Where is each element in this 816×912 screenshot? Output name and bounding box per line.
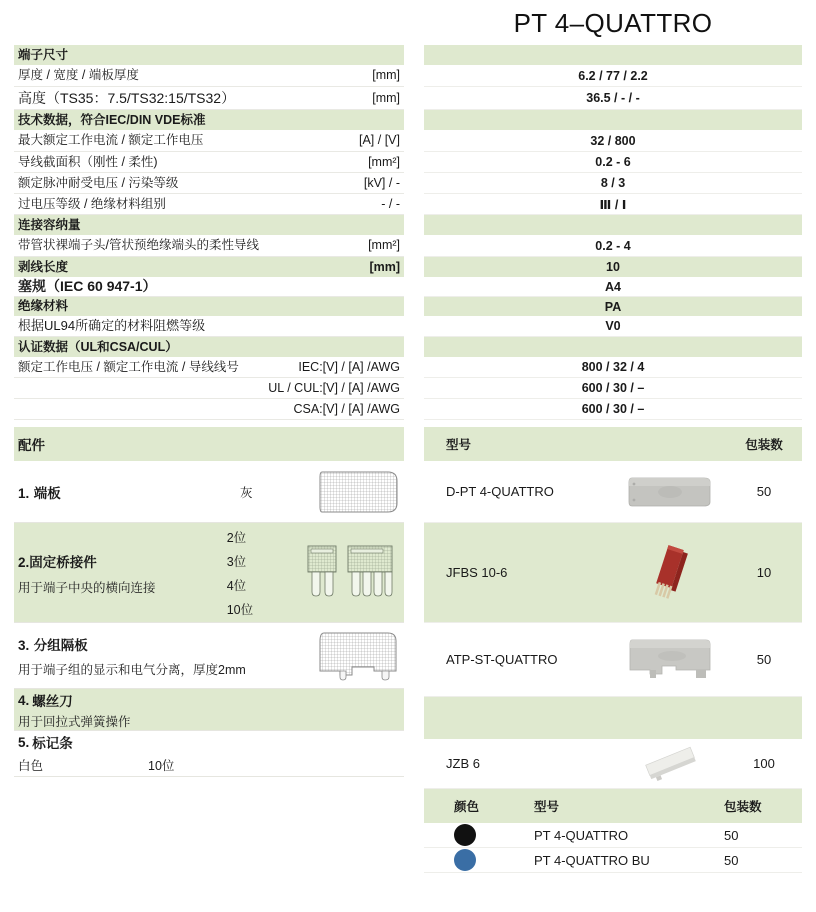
value-row	[424, 277, 802, 297]
accessory-name: 固定桥接件	[29, 554, 97, 570]
accessory-description: 用于端子中央的横向连接	[18, 580, 156, 595]
cell-model: PT 4-QUATTRO BU	[534, 852, 650, 868]
accessory-name: 螺丝刀	[32, 694, 73, 709]
spec-unit: [mm²]	[368, 154, 400, 169]
spec-value: 600 / 30 / –	[581, 402, 645, 416]
accessory-color-label: 灰	[240, 485, 253, 500]
spec-row	[14, 357, 404, 378]
end-plate-photo	[614, 470, 726, 514]
spec-value: 800 / 32 / 4	[581, 360, 645, 374]
accessory-number: 5.	[18, 734, 30, 750]
color-table-row	[424, 848, 802, 873]
page-title: PT 4–QUATTRO	[513, 8, 713, 38]
accessory-item-screwdriver-desc	[14, 711, 404, 731]
table-row	[424, 739, 802, 789]
accessories-table	[424, 427, 802, 873]
spec-value: V0	[605, 319, 621, 333]
spec-label: 导线截面积（刚性 / 柔性)	[18, 154, 158, 169]
table-row-spacer	[424, 697, 802, 739]
accessory-option: 10位	[226, 603, 254, 617]
accessory-option: 3位	[226, 555, 247, 569]
cell-model: JZB 6	[446, 756, 480, 771]
col-header-pack: 包装数	[724, 800, 762, 814]
table-row	[424, 523, 802, 623]
value-row	[424, 130, 802, 152]
value-row	[424, 316, 802, 337]
cell-pack: 50	[756, 484, 772, 499]
accessory-number: 4.	[18, 692, 30, 708]
accessories-table-header	[424, 427, 802, 461]
spec-label: 最大额定工作电流 / 额定工作电压	[18, 133, 204, 148]
value-spacer	[424, 45, 802, 65]
spec-value-column	[424, 45, 802, 420]
spec-label: 额定工作电压 / 额定工作电流 / 导线线号	[18, 359, 239, 374]
bridge-photo	[614, 535, 726, 611]
value-row	[424, 297, 802, 316]
spec-value: Ⅲ / Ⅰ	[599, 197, 627, 212]
spec-label: 厚度 / 宽度 / 端板厚度	[18, 68, 139, 83]
spec-value: 10	[606, 260, 620, 274]
spec-label: 根据UL94所确定的材料阻燃等级	[18, 317, 206, 333]
accessory-number: 2.	[18, 554, 30, 570]
accessory-item-partition-plate	[14, 623, 404, 689]
fixed-bridge-icon	[300, 538, 400, 608]
spec-row	[14, 87, 404, 110]
accessory-number: 1.	[18, 485, 30, 501]
accessories-panel	[14, 427, 404, 777]
col-header-color: 颜色	[454, 800, 480, 814]
spec-unit: CSA:[V] / [A] /AWG	[293, 401, 400, 416]
value-spacer	[424, 110, 802, 130]
accessory-number: 3.	[18, 638, 30, 653]
spec-label: 带管状裸端子头/管状预绝缘端头的柔性导线	[18, 238, 259, 253]
spec-label: 剥线长度	[18, 259, 69, 274]
spec-row	[14, 65, 404, 87]
spec-row	[14, 130, 404, 152]
spec-label: 绝缘材料	[18, 299, 69, 314]
spec-section-header	[14, 110, 404, 130]
spec-value: 6.2 / 77 / 2.2	[578, 68, 648, 83]
accessory-name: 分组隔板	[33, 638, 88, 653]
accessory-item-end-plate	[14, 461, 404, 523]
accessory-option: 4位	[226, 579, 247, 593]
accessories-heading	[14, 427, 404, 461]
spec-label: 塞规（IEC 60 947-1）	[18, 278, 157, 295]
cell-pack: 10	[756, 565, 772, 580]
col-header-model: 型号	[534, 800, 560, 814]
spec-row	[14, 173, 404, 194]
spec-section-header	[14, 277, 404, 297]
accessory-name: 端板	[33, 485, 61, 501]
spec-section-header	[14, 257, 404, 277]
color-dot-black	[454, 824, 476, 846]
spec-value: A4	[605, 279, 621, 294]
accessory-item-screwdriver-title	[14, 689, 404, 711]
spec-row	[14, 378, 404, 399]
spec-section-header	[14, 297, 404, 316]
spec-row	[14, 399, 404, 420]
spec-label: 额定脉冲耐受电压 / 污染等级	[18, 175, 179, 190]
spec-label: 连接容纳量	[18, 217, 81, 232]
cell-pack: 50	[724, 852, 739, 868]
partition-photo	[614, 632, 726, 688]
value-row	[424, 378, 802, 399]
value-row	[424, 357, 802, 378]
spec-unit: - / -	[381, 196, 400, 211]
spec-section-header	[14, 215, 404, 235]
color-dot-blue	[454, 849, 476, 871]
cell-model: ATP-ST-QUATTRO	[446, 652, 558, 667]
spec-value: 36.5 / - / -	[586, 91, 640, 105]
color-swatch-cell	[424, 824, 534, 846]
spec-value: 600 / 30 / –	[581, 381, 645, 395]
col-header-model: 型号	[446, 438, 472, 452]
spec-value: 8 / 3	[600, 176, 626, 190]
value-row	[424, 194, 802, 215]
cell-pack: 100	[753, 756, 775, 771]
value-spacer	[424, 215, 802, 235]
accessory-description: 用于端子组的显示和电气分离，厚度2mm	[18, 663, 246, 677]
cell-model: D-PT 4-QUATTRO	[446, 484, 554, 499]
spec-label: 技术数据，符合IEC/DIN VDE标准	[18, 112, 206, 127]
spec-value: 0.2 - 4	[595, 238, 631, 253]
cell-model: JFBS 10-6	[446, 565, 508, 580]
table-row	[424, 623, 802, 697]
accessory-item-fixed-bridge	[14, 523, 404, 623]
accessory-color-label: 白色	[18, 758, 44, 773]
spec-row	[14, 316, 404, 337]
value-spacer	[424, 337, 802, 357]
accessory-option: 2位	[226, 531, 247, 545]
spec-value: 32 / 800	[590, 133, 636, 148]
accessories-heading-label: 配件	[18, 438, 45, 453]
spec-section-header	[14, 45, 404, 65]
marker-photo	[614, 742, 726, 786]
value-row	[424, 87, 802, 110]
accessory-name: 标记条	[32, 736, 73, 751]
spec-label: 高度（TS35：7.5/TS32:15/TS32）	[18, 89, 236, 106]
spec-label: 端子尺寸	[18, 47, 69, 62]
value-row	[424, 399, 802, 420]
spec-row	[14, 235, 404, 257]
spec-value: 0.2 - 6	[595, 155, 631, 169]
spec-unit: [mm]	[372, 90, 400, 105]
spec-section-header	[14, 337, 404, 357]
spec-unit: IEC:[V] / [A] /AWG	[298, 359, 400, 374]
value-row	[424, 65, 802, 87]
spec-row	[14, 194, 404, 215]
spec-unit: [mm]	[369, 259, 400, 274]
partition-plate-icon	[316, 627, 400, 685]
value-row	[424, 235, 802, 257]
spec-unit: [kV] / -	[363, 175, 400, 190]
accessory-description: 用于回拉式弹簧操作	[18, 714, 131, 729]
accessory-option: 10位	[148, 758, 175, 773]
spec-label: 过电压等级 / 绝缘材料组别	[18, 196, 166, 211]
color-table-row	[424, 823, 802, 848]
cell-model: PT 4-QUATTRO	[534, 827, 629, 843]
value-row	[424, 173, 802, 194]
table-row	[424, 461, 802, 523]
spec-unit: [mm]	[372, 68, 400, 83]
color-table-header	[424, 789, 802, 823]
spec-row	[14, 152, 404, 173]
spec-unit: [A] / [V]	[359, 133, 400, 148]
spec-label-column	[14, 45, 404, 420]
accessory-item-marker-strip-title	[14, 731, 404, 753]
spec-value: PA	[604, 299, 622, 314]
spec-unit: [mm²]	[368, 238, 400, 253]
color-swatch-cell	[424, 849, 534, 871]
accessory-item-marker-strip-row	[14, 753, 404, 777]
spec-label: 认证数据（UL和CSA/CUL）	[18, 339, 178, 354]
cell-pack: 50	[756, 652, 772, 667]
value-row	[424, 257, 802, 277]
value-row	[424, 152, 802, 173]
spec-unit: UL / CUL:[V] / [A] /AWG	[268, 380, 400, 395]
col-header-pack: 包装数	[745, 438, 783, 452]
cell-pack: 50	[724, 827, 739, 843]
end-plate-icon	[318, 467, 400, 517]
